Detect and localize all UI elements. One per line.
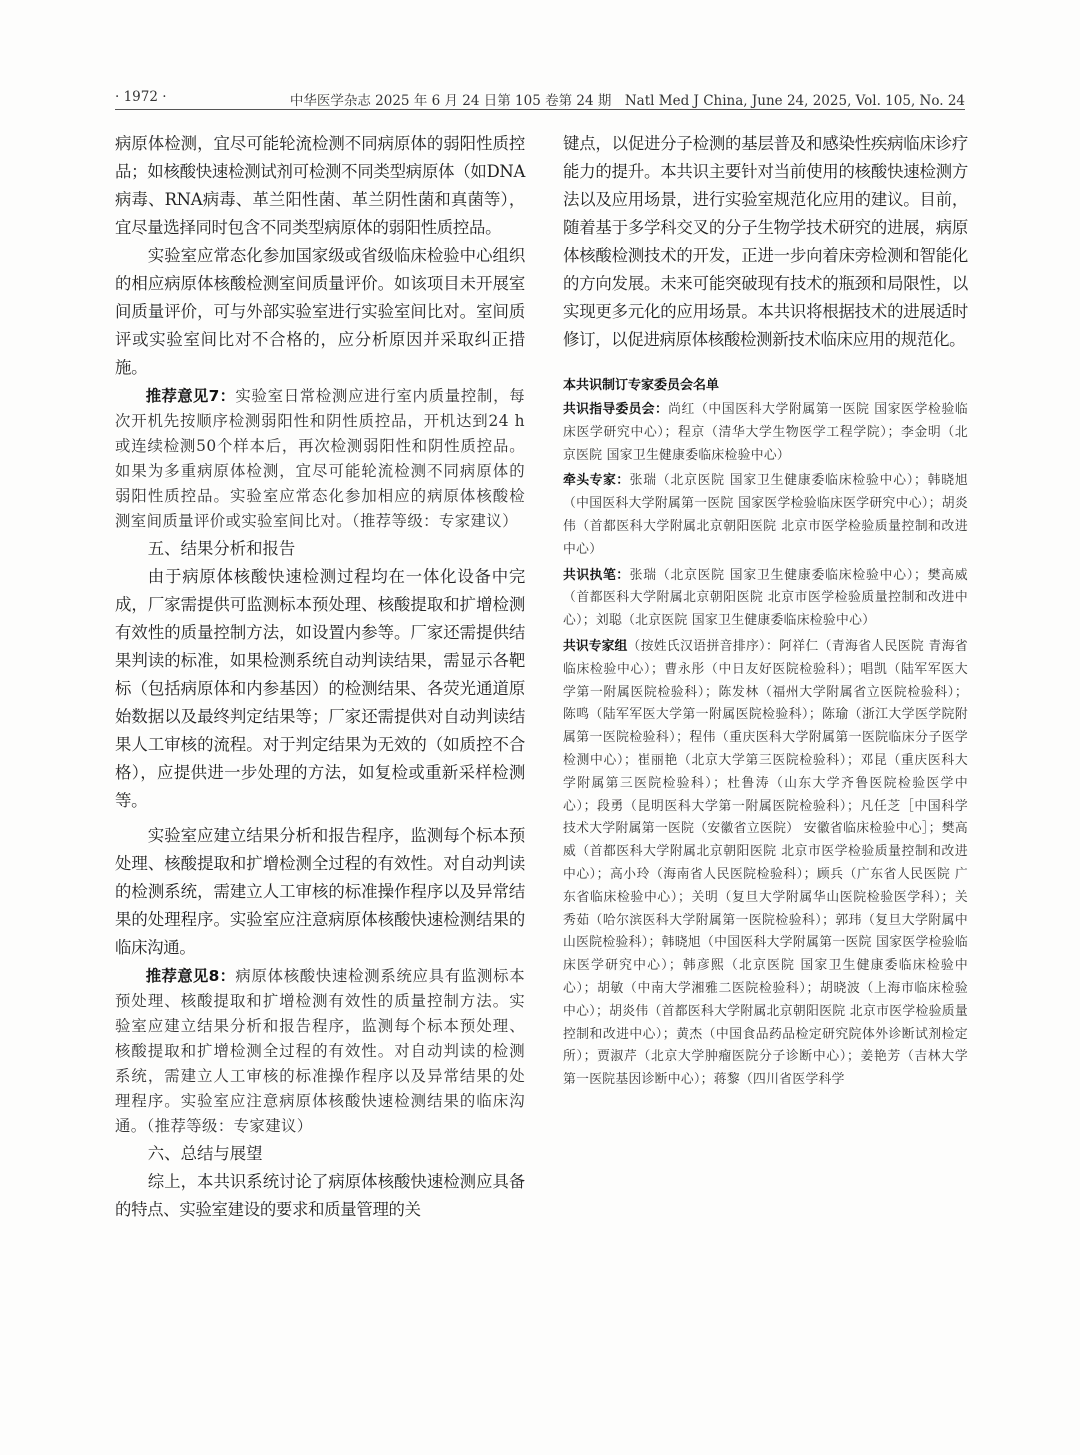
steering-committee-members: 尚红（中国医科大学附属第一医院 国家医学检验临床医学研究中心）；程京（清华大学生物医学工程学院）；李金明（北京医院 国家卫生健康委临床检验中心） bbox=[563, 402, 969, 463]
recommendation-8 bbox=[115, 964, 525, 1139]
expert-group-members: （按姓氏汉语拼音排序）：阿祥仁（青海省人民医院 青海省临床检验中心）；曹永彤（中日友好医院检验科）；唱凯（陆军军医大学第一附属医院检验科）；陈发林（福州大学附属省立医院检验科）；陈鸣（陆军军医大学第一附属医院检验科）；陈瑜（浙江大学医学院附属第一医院检验科）；程伟（重庆医科大学附属第一医院临床分子医学检测中心）；崔丽艳（北京大学第三医院检验科）；邓昆（重庆医科大学附属第三医院检验科）；杜鲁涛（山东大学齐鲁医院检验医学中心）；段勇（昆明医科大学第一附属医院检验科）；凡任芝［中国科学技术大学附属第一医院（安徽省立医院） 安徽省临床检验中心］；樊高威（首都医科大学附属北京朝阳医院 北京市医学检验质量控制和改进中心）；高小玲（海南省人民医院检验科）；顾兵（广东省人民医院 广东省临床检验中心）；关明（复旦大学附属华山医院检验医学科）；关秀茹（哈尔滨医科大学附属第一医院检验科）；郭玮（复旦大学附属中山医院检验科）；韩晓旭（中国医科大学附属第一医院 国家医学检验临床医学研究中心）；韩彦熙（北京医院 国家卫生健康委临床检验中心）；胡敏（中南大学湘雅二医院检验科）；胡晓波（上海市临床检验中心）；胡炎伟（首都医科大学附属北京朝阳医院 北京市医学检验质量控制和改进中心）；黄杰（中国食品药品检定研究院体外诊断试剂检定所）；贾淑芹（北京大学肿瘤医院分子诊断中心）；姜艳芳（吉林大学第一医院基因诊断中心）；蒋黎（四川省医学科学 bbox=[563, 638, 968, 1088]
recommendation-7-label: 推荐意见7： bbox=[145, 387, 236, 405]
writing-group-members: 张瑞（北京医院 国家卫生健康委临床检验中心）；樊高威（首都医科大学附属北京朝阳医院 北京市医学检验质量控制和改进中心）；刘聪（北京医院 国家卫生健康委临床检验中心） bbox=[563, 567, 969, 629]
recommendation-7 bbox=[115, 384, 525, 534]
recommendation-8-text: 病原体核酸快速检测系统应具有监测标本预处理、核酸提取和扩增检测有效性的质量控制方法。实验室应建立结果分析和报告程序，监测每个标本预处理、核酸提取和扩增检测全过程的有效性。对自动判读的检测系统，需建立人工审核的标准操作程序以及异常结果的处理程序。实验室应注意病原体核酸快速检测结果的临床沟通。（推荐等级：专家建议） bbox=[115, 967, 525, 1135]
running-header bbox=[115, 87, 965, 110]
paragraph-eqa: 实验室应常态化参加国家级或省级临床检验中心组织的相应病原体核酸检测室间质量评价。如该项目未开展室间质量评价，可与外部实验室进行实验室间比对。室间质评或实验室间比对不合格的，应分析原因并采取纠正措施。 bbox=[115, 246, 525, 377]
recommendation-8-label: 推荐意见8： bbox=[145, 967, 236, 985]
committee-list-title: 本共识制订专家委员会名单 bbox=[563, 378, 720, 393]
paragraph-qc-continuation: 病原体检测，宜尽可能轮流检测不同病原体的弱阳性质控品；如核酸快速检测试剂可检测不同类型病原体（如DNA病毒、RNA病毒、革兰阳性菌、革兰阴性菌和真菌等），宜尽量选择同时包含不同类型病原体的弱阳性质控品。 bbox=[115, 134, 525, 237]
section-6-heading: 六、总结与展望 bbox=[147, 1144, 263, 1163]
left-column bbox=[115, 130, 525, 1224]
journal-citation: 中华医学杂志 2025 年 6 月 24 日第 105 卷第 24 期 Natl Med J China, June 24, 2025, Vol. 105, No. 24 bbox=[289, 93, 965, 109]
steering-committee bbox=[563, 399, 968, 467]
lead-experts-label: 牵头专家： bbox=[563, 473, 630, 489]
paragraph-result-analysis: 由于病原体核酸快速检测过程均在一体化设备中完成，厂家需提供可监测标本预处理、核酸提取和扩增检测有效性的质量控制方法，如设置内参等。厂家还需提供结果判读的标准，如果检测系统自动判读结果，需显示各靶标（包括病原体和内参基因）的检测结果、各荧光通道原始数据以及最终判定结果等；厂家还需提供对自动判读结果人工审核的流程。对于判定结果为无效的（如质控不合格），应提供进一步处理的方法，如复检或重新采样检测等。 bbox=[115, 567, 525, 810]
recommendation-7-text: 实验室日常检测应进行室内质量控制，每次开机先按顺序检测弱阳性和阴性质控品，开机达到24 h或连续检测50个样本后，再次检测弱阳性和阴性质控品。如果为多重病原体检测，宜尽可能轮流检测不同病原体的弱阳性质控品。实验室应常态化参加相应的病原体核酸检测室间质量评价或实验室间比对。（推荐等级：专家建议） bbox=[115, 387, 525, 530]
page-number: · 1972 · bbox=[115, 89, 167, 105]
lead-experts bbox=[563, 470, 968, 561]
expert-group bbox=[563, 636, 968, 1092]
paragraph-report-procedure: 实验室应建立结果分析和报告程序，监测每个标本预处理、核酸提取和扩增检测全过程的有效性。对自动判读的检测系统，需建立人工审核的标准操作程序以及异常结果的处理程序。实验室应注意病原体核酸快速检测结果的临床沟通。 bbox=[115, 826, 525, 957]
expert-group-label: 共识专家组 bbox=[563, 638, 628, 654]
paragraph-summary-continuation: 键点，以促进分子检测的基层普及和感染性疾病临床诊疗能力的提升。本共识主要针对当前使用的核酸快速检测方法以及应用场景，进行实验室规范化应用的建议。目前，随着基于多学科交叉的分子生物学技术研究的进展，病原体核酸检测技术的开发，正进一步向着床旁检测和智能化的方向发展。未来可能突破现有技术的瓶颈和局限性，以实现更多元化的应用场景。本共识将根据技术的进展适时修订，以促进病原体核酸检测新技术临床应用的规范化。 bbox=[563, 134, 968, 349]
lead-experts-members: 张瑞（北京医院 国家卫生健康委临床检验中心）；韩晓旭（中国医科大学附属第一医院 国家医学检验临床医学研究中心）；胡炎伟（首都医科大学附属北京朝阳医院 北京市医学检验质量控制和改进中心） bbox=[563, 473, 969, 557]
writing-group-label: 共识执笔： bbox=[563, 567, 630, 583]
section-5-heading: 五、结果分析和报告 bbox=[147, 539, 296, 558]
right-column bbox=[563, 130, 968, 1092]
steering-committee-label: 共识指导委员会： bbox=[563, 402, 669, 417]
paragraph-summary: 综上，本共识系统讨论了病原体核酸快速检测应具备的特点、实验室建设的要求和质量管理的关 bbox=[115, 1172, 525, 1219]
writing-group bbox=[563, 565, 968, 633]
